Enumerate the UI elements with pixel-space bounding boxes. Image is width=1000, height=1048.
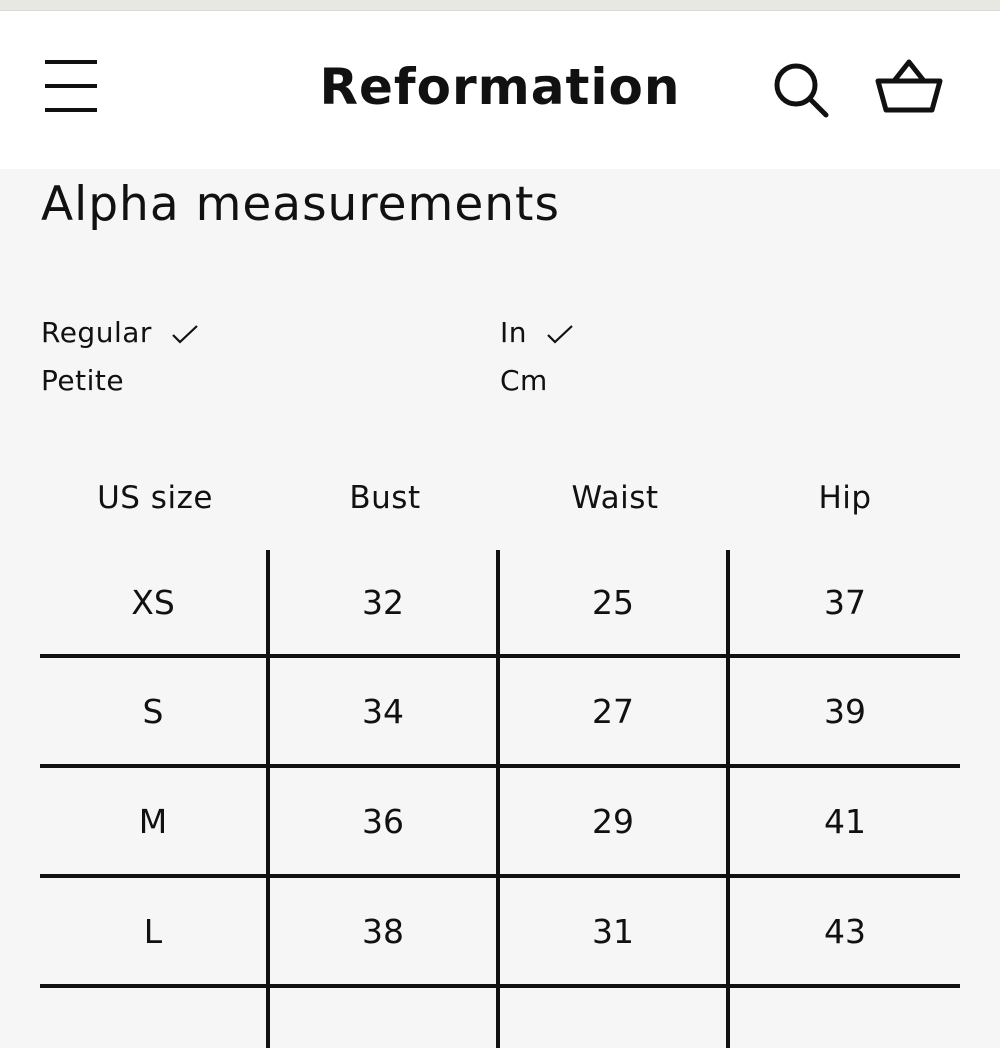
table-cell: 38 [270, 878, 500, 984]
fit-option-regular[interactable] [41, 316, 199, 350]
basket-icon [872, 55, 946, 119]
table-row [40, 988, 960, 1048]
fit-option-label: Petite [41, 364, 125, 397]
menu-button[interactable] [40, 55, 102, 117]
table-cell: XS [40, 550, 270, 654]
site-header [0, 11, 1000, 169]
table-cell: 25 [500, 550, 730, 654]
column-header: Waist [571, 480, 659, 516]
table-cell: 32 [270, 550, 500, 654]
table-cell: 39 [824, 691, 866, 731]
fit-option-label: Regular [41, 316, 152, 349]
top-strip [0, 0, 1000, 11]
table-row [40, 550, 960, 658]
search-button[interactable] [770, 59, 834, 123]
check-icon [546, 323, 574, 345]
table-cell [500, 988, 730, 1048]
table-cell: 41 [824, 801, 866, 841]
table-cell: 37 [824, 582, 866, 622]
table-cell [270, 988, 500, 1048]
table-cell: 43 [824, 911, 866, 951]
table-cell: 29 [500, 768, 730, 874]
unit-option-label: In [500, 316, 528, 349]
brand-logo[interactable]: Reformation [319, 58, 681, 116]
table-row [40, 878, 960, 988]
table-header [40, 470, 960, 526]
size-table [40, 470, 960, 1048]
table-row [40, 768, 960, 878]
column-header: Bust [349, 480, 421, 516]
table-cell [730, 988, 960, 1048]
cart-button[interactable] [872, 55, 946, 119]
page-title: Alpha measurements [41, 177, 560, 232]
check-icon [171, 323, 199, 345]
unit-option-in[interactable] [500, 316, 574, 350]
fit-option-petite[interactable] [41, 364, 124, 398]
table-cell: 31 [500, 878, 730, 984]
table-cell: 34 [270, 658, 500, 764]
unit-option-cm[interactable] [500, 364, 548, 398]
unit-option-label: Cm [500, 364, 548, 397]
column-header: Hip [818, 480, 872, 516]
table-cell: S [40, 658, 270, 764]
search-icon [770, 59, 834, 123]
column-header: US size [97, 480, 213, 516]
table-cell: 27 [500, 658, 730, 764]
table-cell: L [40, 878, 270, 984]
table-cell: 36 [270, 768, 500, 874]
table-row [40, 658, 960, 768]
table-cell: M [40, 768, 270, 874]
table-cell [40, 988, 270, 1048]
